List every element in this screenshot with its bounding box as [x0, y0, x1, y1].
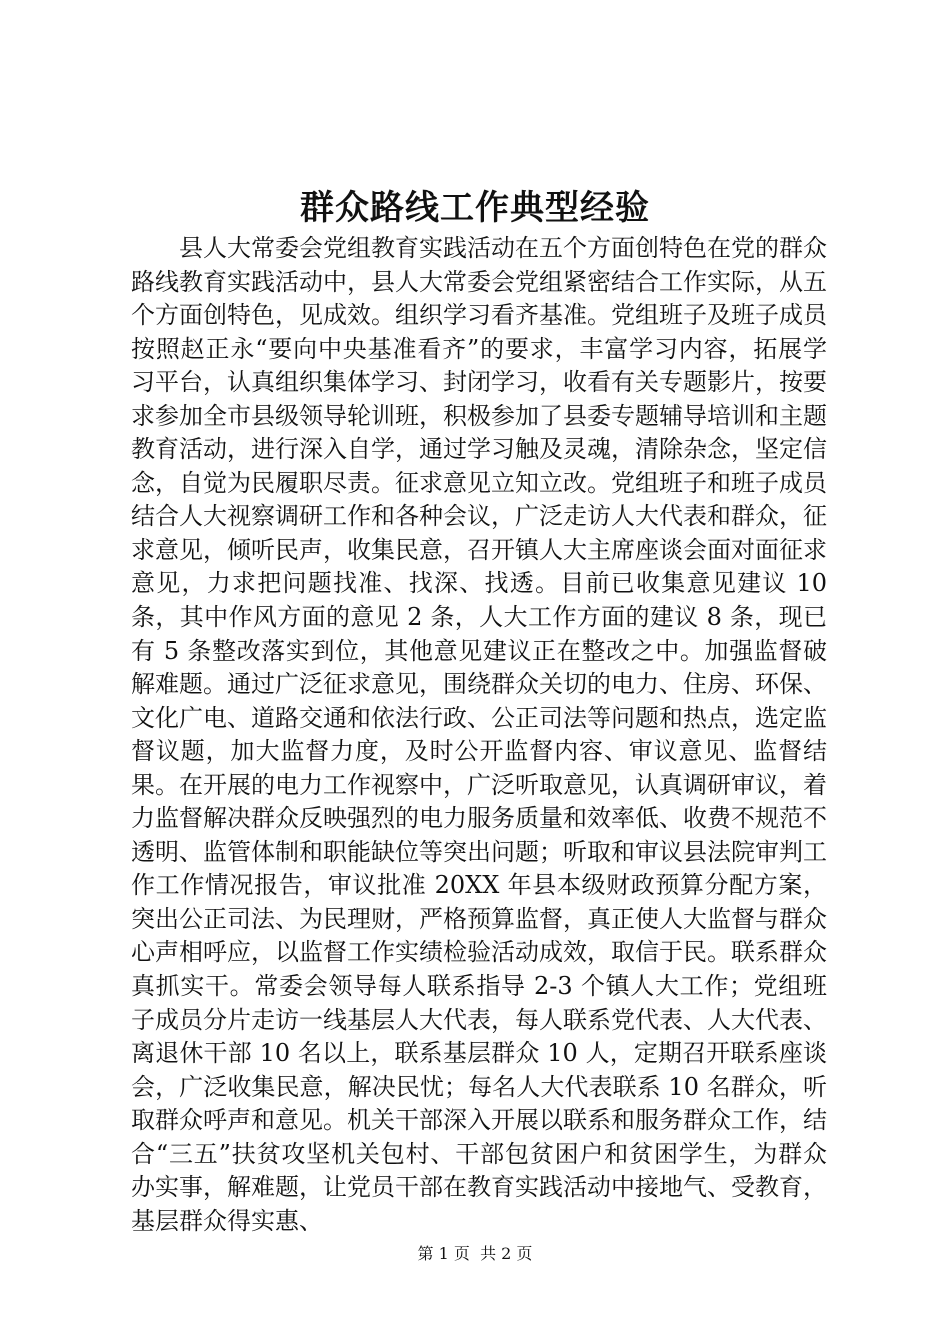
page-footer-separator: [470, 1244, 480, 1263]
page-footer: [0, 1244, 950, 1264]
document-title: 群众路线工作典型经验: [300, 188, 650, 228]
document-body-paragraph: 县人大常委会党组教育实践活动在五个方面创特色在党的群众路线教育实践活动中，县人大常委会党组紧密结合工作实际，从五个方面创特色，见成效。组织学习看齐基准。党组班子及班子成员按照赵正永“要向中央基准看齐”的要求，丰富学习内容，拓展学习平台，认真组织集体学习、封闭学习，收看有关专题影片，按要求参加全市县级领导轮训班，积极参加了县委专题辅导培训和主题教育活动，进行深入自学，通过学习触及灵魂，清除杂念，坚定信念，自觉为民履职尽责。征求意见立知立改。党组班子和班子成员结合人大视察调研工作和各种会议，广泛走访人大代表和群众，征求意见，倾听民声，收集民意，召开镇人大主席座谈会面对面征求意见，力求把问题找准、找深、找透。目前已收集意见建议 10 条，其中作风方面的意见 2 条，人大工作方面的建议 8 条，现已有 5 条整改落实到位，其他意见建议正在整改之中。加强监督破解难题。通过广泛征求意见，围绕群众关切的电力、住房、环保、文化广电、道路交通和依法行政、公正司法等问题和热点，选定监督议题，加大监督力度，及时公开监督内容、审议意见、监督结果。在开展的电力工作视察中，广泛听取意见，认真调研审议，着力监督解决群众反映强烈的电力服务质量和效率低、收费不规范不透明、监管体制和职能缺位等突出问题；听取和审议县法院审判工作工作情况报告，审议批准 20XX 年县本级财政预算分配方案，突出公正司法、为民理财，严格预算监督，真正使人大监督与群众心声相呼应，以监督工作实绩检验活动成效，取信于民。联系群众真抓实干。常委会领导每人联系指导 2-3 个镇人大工作；党组班子成员分片走访一线基层人大代表，每人联系党代表、人大代表、离退休干部 10 名以上，联系基层群众 10 人，定期召开联系座谈会，广泛收集民意，解决民忧；每名人大代表联系 10 名群众，听取群众呼声和意见。机关干部深入开展以联系和服务群众工作，结合“三五”扶贫攻坚机关包村、干部包贫困户和贫困学生，为群众办实事，解难题，让党员干部在教育实践活动中接地气、受教育，基层群众得实惠、: [131, 234, 827, 1235]
page-number-total: 共 2 页: [480, 1244, 533, 1263]
page-number-current: 第 1 页: [417, 1244, 470, 1263]
